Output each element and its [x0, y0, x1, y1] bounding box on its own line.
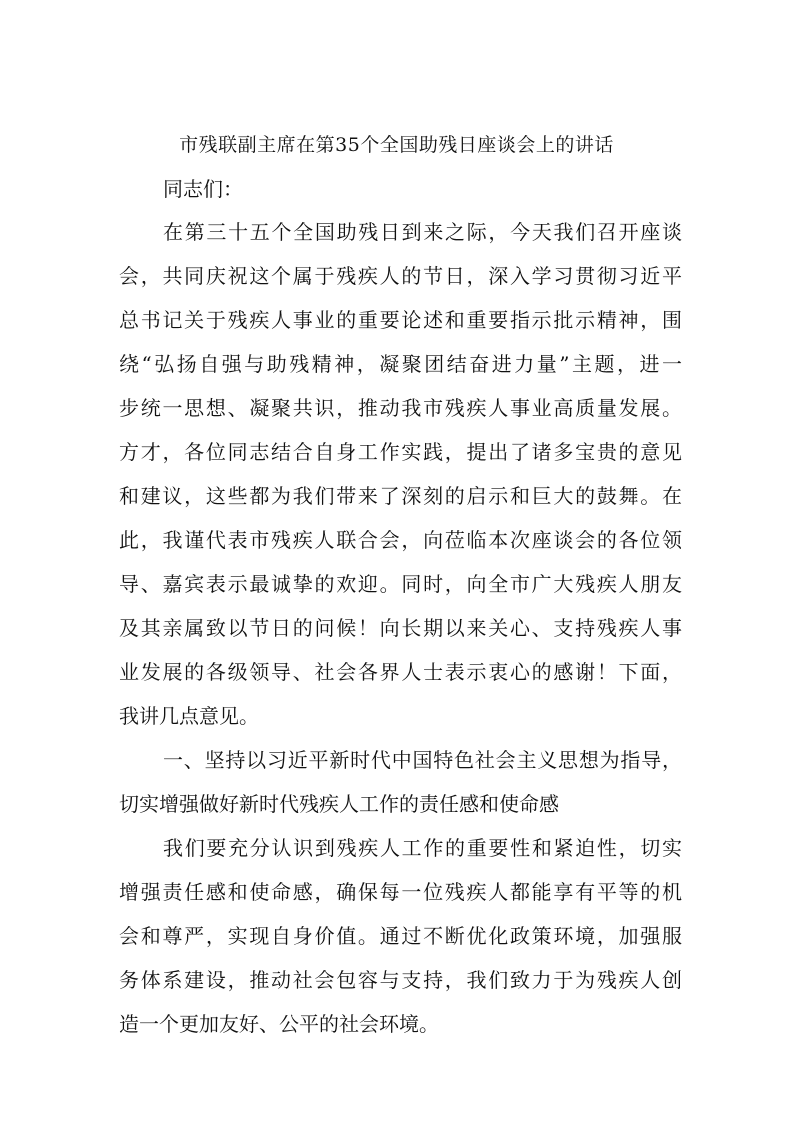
paragraph-line: 方才，各位同志结合自身工作实践，提出了诸多宝贵的意见 [119, 440, 682, 464]
document-title: 市残联副主席在第35个全国助残日座谈会上的讲话 [179, 134, 614, 156]
paragraph-line: 我们要充分认识到残疾人工作的重要性和紧迫性，切实 [163, 836, 682, 860]
paragraph-line: 导、嘉宾表示最诚挚的欢迎。同时，向全市广大残疾人朋友 [119, 572, 682, 596]
paragraph-line: 造一个更加友好、公平的社会环境。 [119, 1012, 439, 1036]
paragraph-line: 和建议，这些都为我们带来了深刻的启示和巨大的鼓舞。在 [119, 484, 682, 508]
paragraph-line: 步统一思想、凝聚共识，推动我市残疾人事业高质量发展。 [119, 396, 682, 420]
salutation: 同志们： [163, 177, 243, 201]
paragraph-line: 在第三十五个全国助残日到来之际，今天我们召开座谈 [163, 220, 682, 244]
section-heading-line: 一、坚持以习近平新时代中国特色社会主义思想为指导， [163, 748, 682, 772]
paragraph-line: 及其亲属致以节日的问候！向长期以来关心、支持残疾人事 [119, 616, 682, 640]
paragraph-line: 总书记关于残疾人事业的重要论述和重要指示批示精神，围 [119, 308, 682, 332]
paragraph-line: 务体系建设，推动社会包容与支持，我们致力于为残疾人创 [119, 968, 682, 992]
paragraph-line: 我讲几点意见。 [119, 704, 259, 728]
paragraph-line: 绕“弘扬自强与助残精神，凝聚团结奋进力量”主题，进一 [119, 352, 682, 376]
paragraph-line: 业发展的各级领导、社会各界人士表示衷心的感谢！下面， [119, 660, 682, 684]
paragraph-line: 会，共同庆祝这个属于残疾人的节日，深入学习贯彻习近平 [119, 264, 682, 288]
section-heading-line: 切实增强做好新时代残疾人工作的责任感和使命感 [119, 792, 559, 816]
paragraph-line: 会和尊严，实现自身价值。通过不断优化政策环境，加强服 [119, 924, 682, 948]
paragraph-line: 增强责任感和使命感，确保每一位残疾人都能享有平等的机 [119, 880, 682, 904]
paragraph-line: 此，我谨代表市残疾人联合会，向莅临本次座谈会的各位领 [119, 528, 682, 552]
